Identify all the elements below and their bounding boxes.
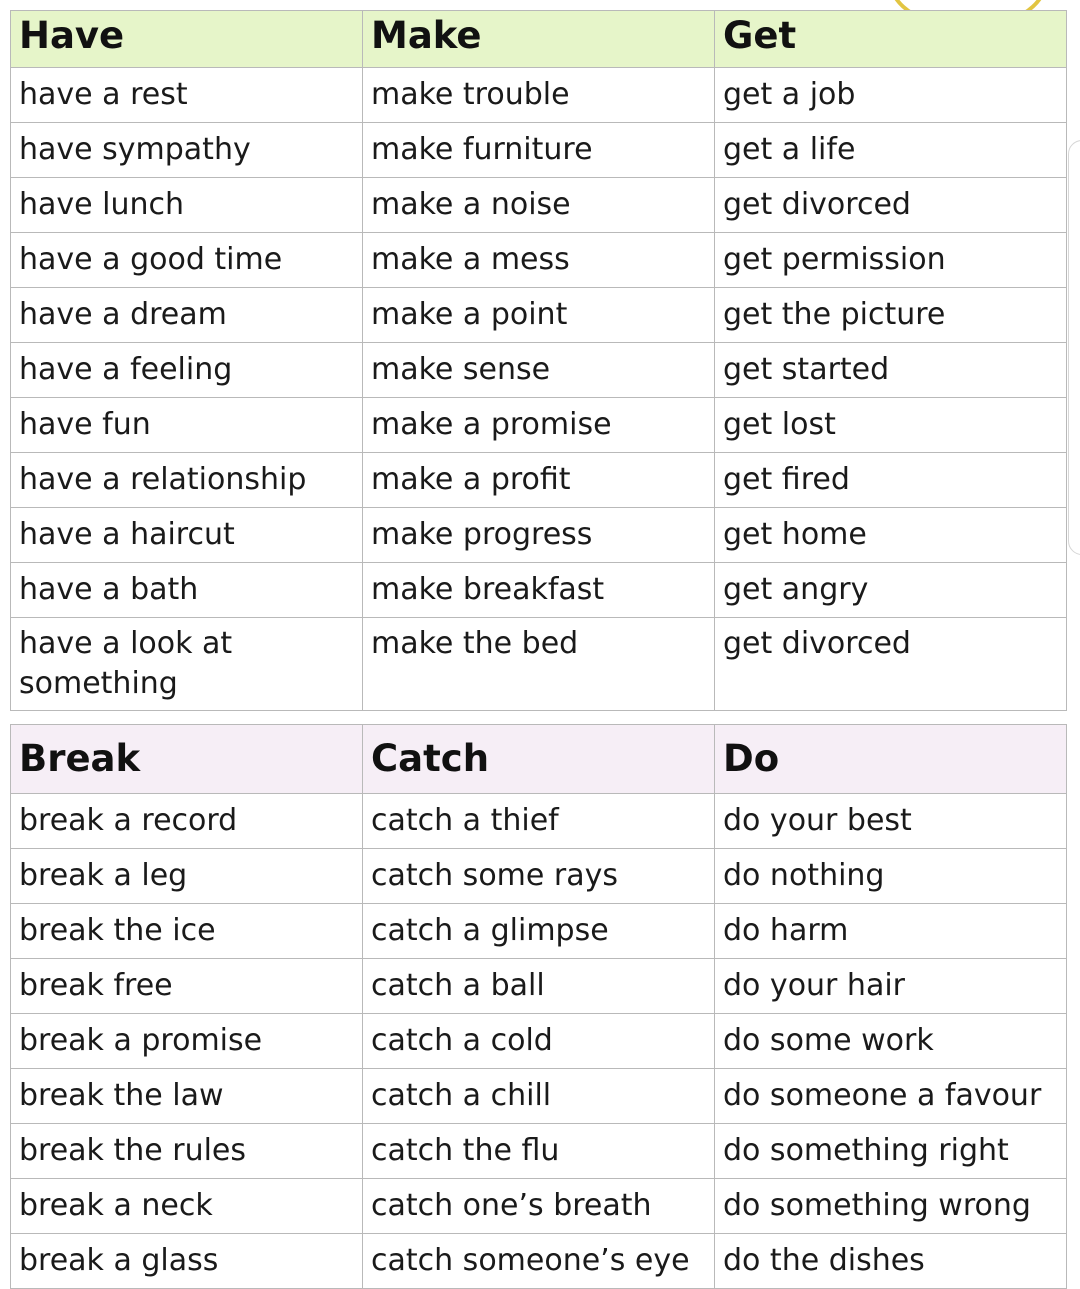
table-cell: get divorced [715, 178, 1067, 233]
table-cell: break a record [11, 794, 363, 849]
table-cell: catch one’s breath [363, 1179, 715, 1234]
collocation-table-have-make-get [10, 10, 1067, 711]
table-cell: catch a thief [363, 794, 715, 849]
table-row [11, 849, 1067, 904]
table-row [11, 618, 1067, 711]
table-cell: break the law [11, 1069, 363, 1124]
table-cell: catch a chill [363, 1069, 715, 1124]
table-header-row [11, 725, 1067, 794]
table-cell: make trouble [363, 68, 715, 123]
table-cell: get a job [715, 68, 1067, 123]
table-cell: break free [11, 959, 363, 1014]
table-cell: break a glass [11, 1234, 363, 1289]
table-cell: get home [715, 508, 1067, 563]
table-cell: do someone a favour [715, 1069, 1067, 1124]
table-cell: have a rest [11, 68, 363, 123]
table-cell: have a look at something [11, 618, 363, 711]
table-row [11, 904, 1067, 959]
table-cell: do the dishes [715, 1234, 1067, 1289]
table-cell: get the picture [715, 288, 1067, 343]
table-cell: make progress [363, 508, 715, 563]
table-cell: do some work [715, 1014, 1067, 1069]
table-cell: break a promise [11, 1014, 363, 1069]
table-row [11, 1014, 1067, 1069]
table-row [11, 68, 1067, 123]
table-cell: make breakfast [363, 563, 715, 618]
table-cell: make furniture [363, 123, 715, 178]
table-row [11, 563, 1067, 618]
table-row [11, 343, 1067, 398]
table-row [11, 1069, 1067, 1124]
table-row [11, 1179, 1067, 1234]
table-cell: have a feeling [11, 343, 363, 398]
table-cell: catch the flu [363, 1124, 715, 1179]
table-cell: get lost [715, 398, 1067, 453]
column-header-break: Break [11, 725, 363, 794]
table-cell: make sense [363, 343, 715, 398]
edge-decoration [1068, 140, 1080, 555]
column-header-make: Make [363, 11, 715, 68]
table-cell: make a point [363, 288, 715, 343]
column-header-have: Have [11, 11, 363, 68]
table-row [11, 794, 1067, 849]
table-cell: get fired [715, 453, 1067, 508]
table-cell: break a neck [11, 1179, 363, 1234]
table-cell: have a dream [11, 288, 363, 343]
table-cell: catch a cold [363, 1014, 715, 1069]
table-cell: do nothing [715, 849, 1067, 904]
table-cell: break the ice [11, 904, 363, 959]
table-row [11, 959, 1067, 1014]
table-row [11, 453, 1067, 508]
table-cell: break the rules [11, 1124, 363, 1179]
table-cell: make a profit [363, 453, 715, 508]
collocation-table-break-catch-do [10, 724, 1067, 1289]
table-cell: make the bed [363, 618, 715, 711]
table-cell: get permission [715, 233, 1067, 288]
table-cell: get a life [715, 123, 1067, 178]
table-cell: get started [715, 343, 1067, 398]
column-header-do: Do [715, 725, 1067, 794]
table-cell: make a mess [363, 233, 715, 288]
table-row [11, 1234, 1067, 1289]
table-cell: have a bath [11, 563, 363, 618]
table-cell: have a haircut [11, 508, 363, 563]
table-cell: catch some rays [363, 849, 715, 904]
table-cell: have fun [11, 398, 363, 453]
table-row [11, 288, 1067, 343]
table-cell: do your hair [715, 959, 1067, 1014]
table-cell: have a good time [11, 233, 363, 288]
table-cell: catch a ball [363, 959, 715, 1014]
table-cell: catch someone’s eye [363, 1234, 715, 1289]
table-row [11, 178, 1067, 233]
table-cell: have lunch [11, 178, 363, 233]
table-header-row [11, 11, 1067, 68]
table-row [11, 123, 1067, 178]
table-cell: break a leg [11, 849, 363, 904]
table-cell: have a relationship [11, 453, 363, 508]
table-cell: have sympathy [11, 123, 363, 178]
table-row [11, 398, 1067, 453]
table-cell: get divorced [715, 618, 1067, 711]
table-row [11, 233, 1067, 288]
table-row [11, 1124, 1067, 1179]
table-cell: make a promise [363, 398, 715, 453]
table-cell: get angry [715, 563, 1067, 618]
column-header-catch: Catch [363, 725, 715, 794]
table-cell: do something wrong [715, 1179, 1067, 1234]
table-cell: do your best [715, 794, 1067, 849]
column-header-get: Get [715, 11, 1067, 68]
table-row [11, 508, 1067, 563]
table-cell: make a noise [363, 178, 715, 233]
table-cell: do harm [715, 904, 1067, 959]
table-cell: catch a glimpse [363, 904, 715, 959]
table-cell: do something right [715, 1124, 1067, 1179]
